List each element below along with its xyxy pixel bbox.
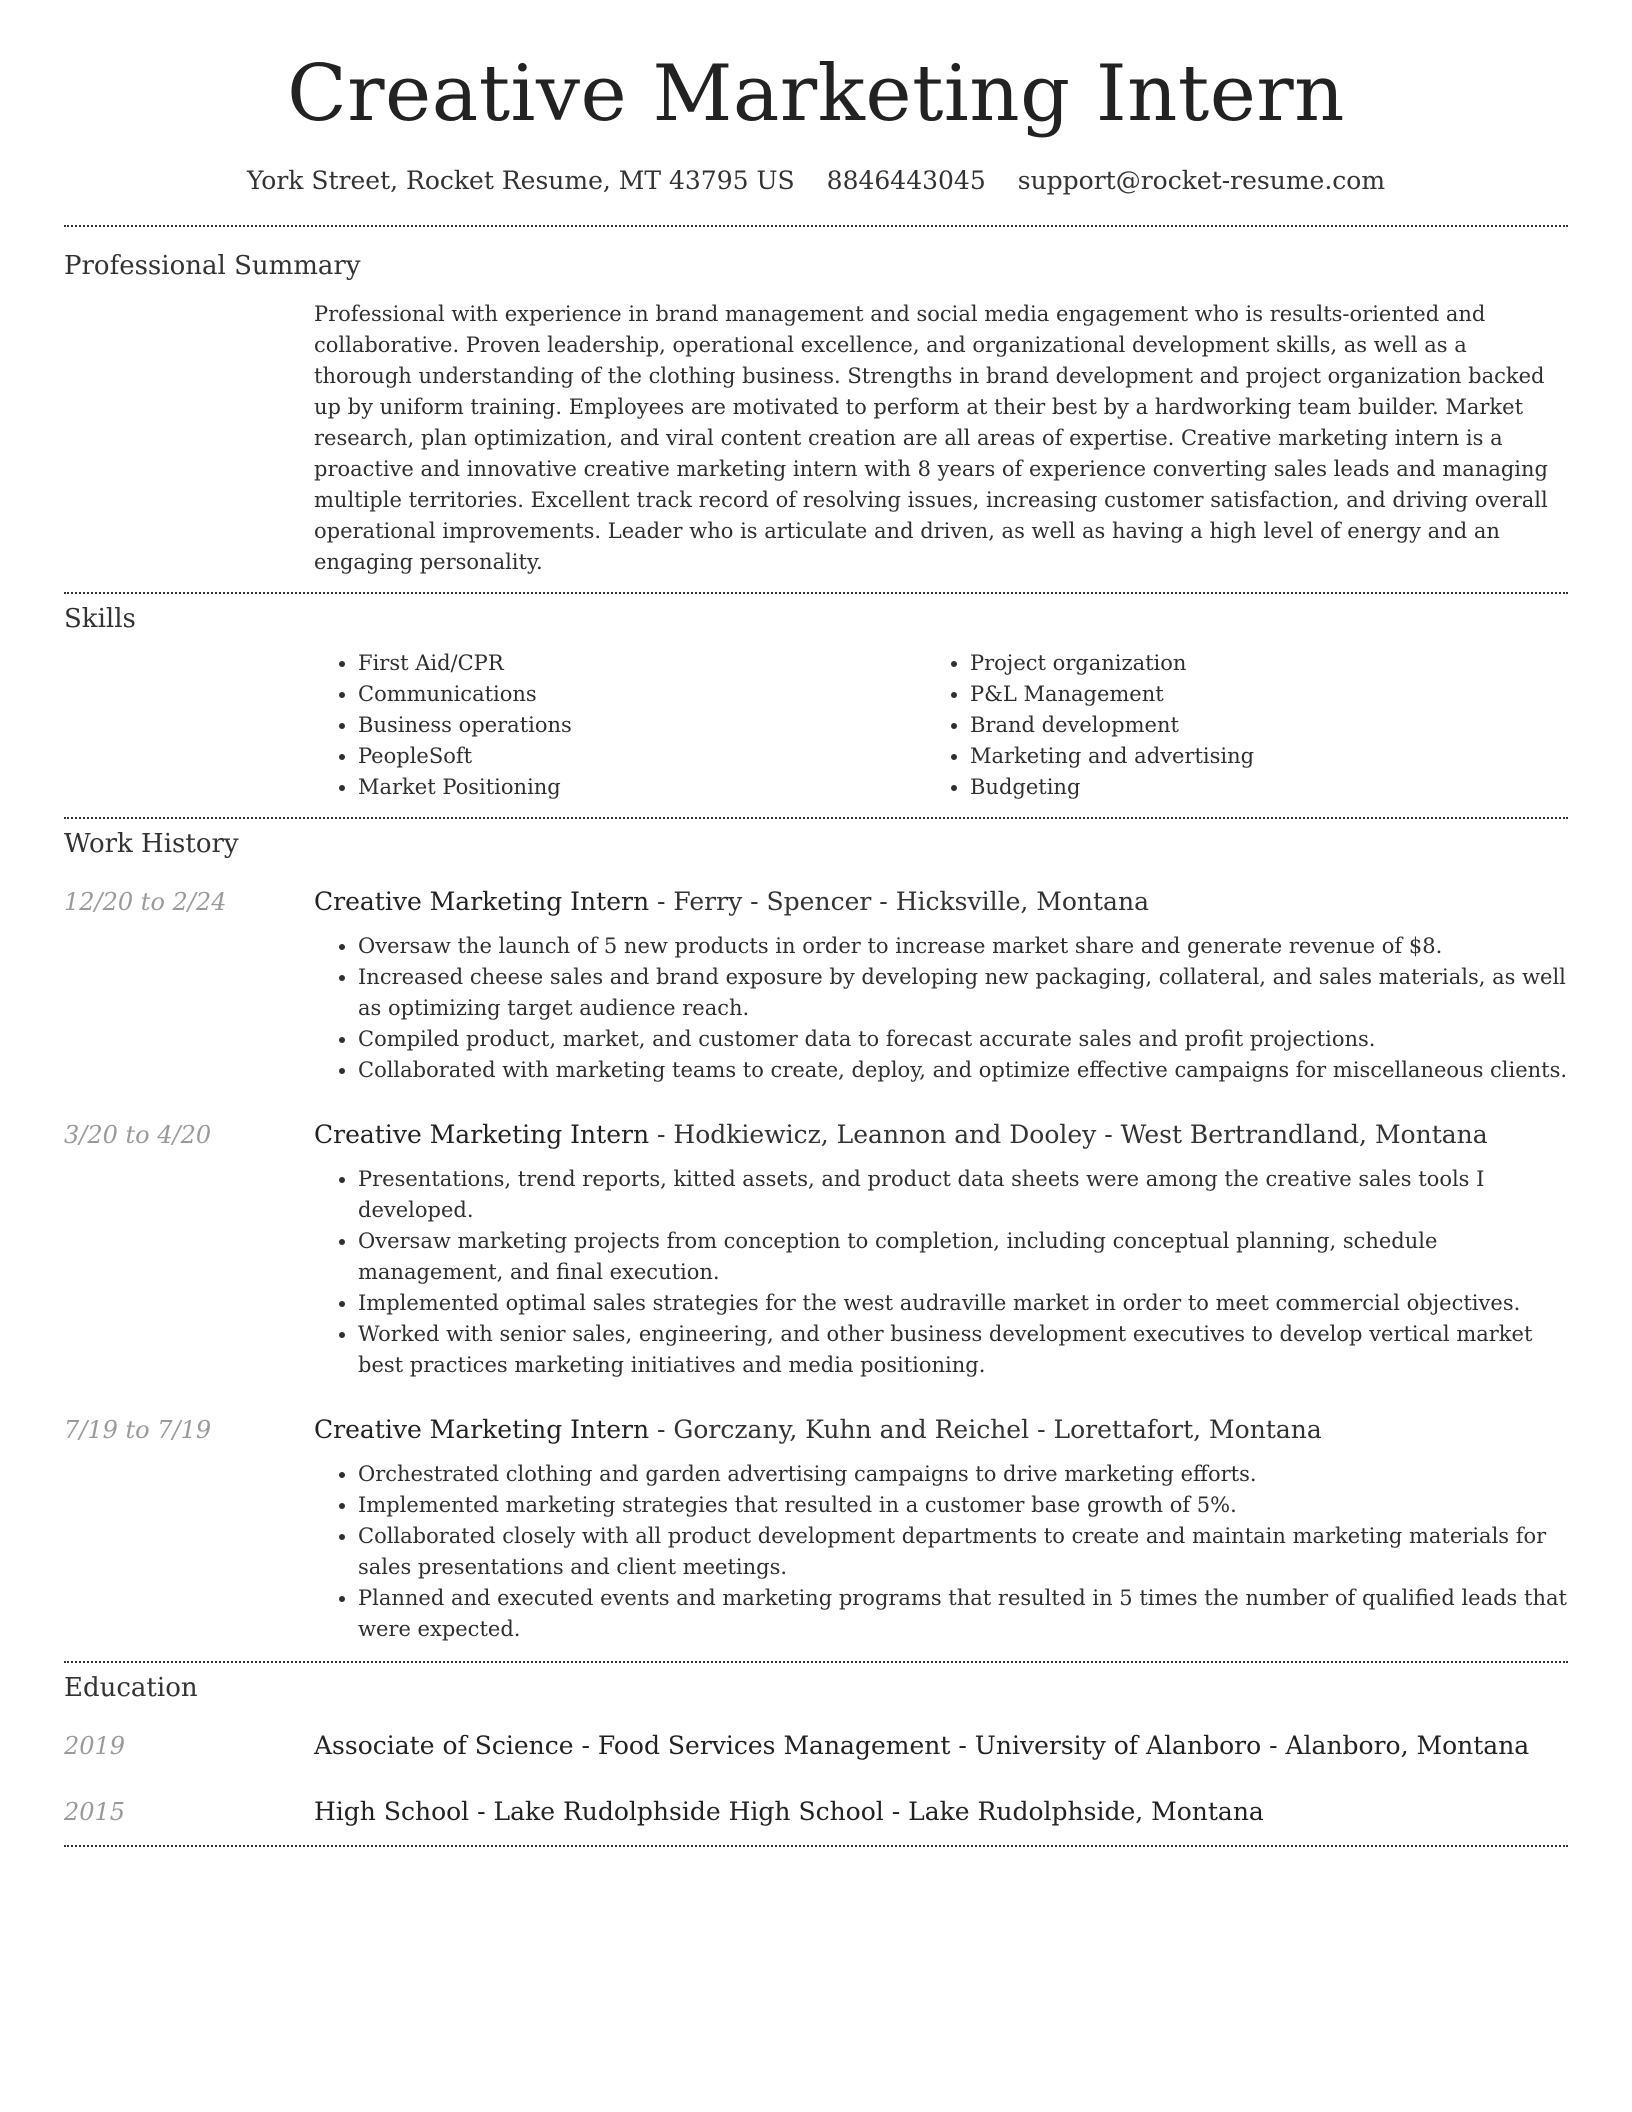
skill-item: • Communications: [358, 679, 926, 710]
contact-address: York Street, Rocket Resume, MT 43795 US: [246, 165, 795, 195]
job-heading: Creative Marketing Intern - Gorczany, Kuhn and Reichel - Lorettafort, Montana: [314, 1414, 1322, 1444]
contact-line: [64, 166, 1568, 195]
job-bullet: • Collaborated closely with all product development departments to create and maintain marketing materials for sales presentations and client meetings.: [358, 1521, 1568, 1583]
job-company: Ferry - Spencer: [673, 886, 872, 916]
skill-item: • First Aid/CPR: [358, 648, 926, 679]
resume-header: [64, 0, 1568, 195]
job-role: Creative Marketing Intern: [314, 886, 650, 916]
job-bullet: • Implemented marketing strategies that resulted in a customer base growth of 5%.: [358, 1490, 1568, 1521]
job-bullet: • Implemented optimal sales strategies for the west audraville market in order to meet commercial objectives.: [358, 1288, 1568, 1319]
job-heading: Creative Marketing Intern - Ferry - Spencer - Hicksville, Montana: [314, 886, 1149, 916]
job-entry: [64, 1413, 1568, 1645]
job-bullet: • Compiled product, market, and customer data to forecast accurate sales and profit projections.: [358, 1024, 1568, 1055]
education-heading-line: Associate of Science - Food Services Management - University of Alanboro - Alanboro, Montana: [314, 1730, 1530, 1760]
job-bullet: • Oversaw marketing projects from conception to completion, including conceptual planning, schedule management, and final execution.: [358, 1226, 1568, 1288]
education-school: University of Alanboro: [974, 1730, 1262, 1760]
education-heading-line: High School - Lake Rudolphside High School - Lake Rudolphside, Montana: [314, 1796, 1264, 1826]
job-bullet: • Collaborated with marketing teams to create, deploy, and optimize effective campaigns for miscellaneous clients.: [358, 1055, 1568, 1086]
summary-section: [64, 227, 1568, 592]
job-dates: 12/20 to 2/24: [64, 887, 227, 916]
job-heading: Creative Marketing Intern - Hodkiewicz, Leannon and Dooley - West Bertrandland, Montana: [314, 1119, 1488, 1149]
job-bullet: • Orchestrated clothing and garden advertising campaigns to drive marketing efforts.: [358, 1459, 1568, 1490]
skill-item: • PeopleSoft: [358, 741, 926, 772]
education-degree: Associate of Science - Food Services Management: [314, 1730, 951, 1760]
education-degree: High School: [314, 1796, 470, 1826]
job-entry: [64, 1118, 1568, 1381]
job-location: West Bertrandland, Montana: [1120, 1119, 1488, 1149]
job-role: Creative Marketing Intern: [314, 1414, 650, 1444]
work-history-section: [64, 819, 1568, 1661]
education-entry: [64, 1729, 1568, 1763]
job-bullets: [314, 931, 1568, 1086]
skills-column-right: [926, 648, 1538, 803]
education-year: 2015: [64, 1797, 126, 1826]
skill-item: • Project organization: [970, 648, 1538, 679]
education-location: Lake Rudolphside, Montana: [908, 1796, 1264, 1826]
job-company: Gorczany, Kuhn and Reichel: [673, 1414, 1030, 1444]
job-bullet: • Oversaw the launch of 5 new products in order to increase market share and generate revenue of $8.: [358, 931, 1568, 962]
education-heading: Education: [64, 1672, 198, 1703]
contact-phone: 8846443045: [826, 165, 986, 195]
education-section: [64, 1663, 1568, 1845]
section-divider: [64, 1845, 1568, 1847]
skill-item: • Business operations: [358, 710, 926, 741]
job-bullet: • Worked with senior sales, engineering, and other business development executives to develop vertical market best practices marketing initiatives and media positioning.: [358, 1319, 1568, 1381]
summary-heading: Professional Summary: [64, 250, 361, 281]
skills-section: [64, 594, 1568, 817]
job-bullet: • Increased cheese sales and brand exposure by developing new packaging, collateral, and sales materials, as well as optimizing target audience reach.: [358, 962, 1568, 1024]
job-bullet: • Presentations, trend reports, kitted assets, and product data sheets were among the creative sales tools I developed.: [358, 1164, 1568, 1226]
skill-item: • Budgeting: [970, 772, 1538, 803]
skill-item: • Marketing and advertising: [970, 741, 1538, 772]
job-bullets: [314, 1164, 1568, 1381]
job-entry: [64, 885, 1568, 1086]
education-year: 2019: [64, 1731, 126, 1760]
skill-item: • P&L Management: [970, 679, 1538, 710]
job-location: Hicksville, Montana: [895, 886, 1149, 916]
education-entry: [64, 1795, 1568, 1829]
candidate-name: Creative Marketing Intern: [287, 49, 1345, 139]
skill-item: • Brand development: [970, 710, 1538, 741]
skill-item: • Market Positioning: [358, 772, 926, 803]
summary-text: Professional with experience in brand management and social media engagement who is results-oriented and collaborative. Proven leadership, operational excellence, and organizational development skills, as well as a thorough understanding of the clothing business. Strengths in brand development and project organization backed up by uniform training. Employees are motivated to perform at their best by a hardworking team builder. Market research, plan optimization, and viral content creation are all areas of expertise. Creative marketing intern is a proactive and innovative creative marketing intern with 8 years of experience converting sales leads and managing multiple territories. Excellent track record of resolving issues, increasing customer satisfaction, and driving overall operational improvements. Leader who is articulate and driven, as well as having a high level of energy and an engaging personality.: [314, 301, 1548, 574]
job-role: Creative Marketing Intern: [314, 1119, 650, 1149]
job-company: Hodkiewicz, Leannon and Dooley: [673, 1119, 1097, 1149]
contact-email: support@rocket-resume.com: [1017, 165, 1386, 195]
education-location: Alanboro, Montana: [1285, 1730, 1530, 1760]
job-bullets: [314, 1459, 1568, 1645]
job-location: Lorettafort, Montana: [1053, 1414, 1322, 1444]
job-dates: 7/19 to 7/19: [64, 1415, 212, 1444]
job-bullet: • Planned and executed events and marketing programs that resulted in 5 times the number of qualified leads that were expected.: [358, 1583, 1568, 1645]
work-history-heading: Work History: [64, 828, 239, 859]
education-school: Lake Rudolphside High School: [493, 1796, 884, 1826]
skills-heading: Skills: [64, 603, 136, 634]
job-dates: 3/20 to 4/20: [64, 1120, 212, 1149]
skills-column-left: [314, 648, 926, 803]
skills-list: [314, 648, 1568, 803]
